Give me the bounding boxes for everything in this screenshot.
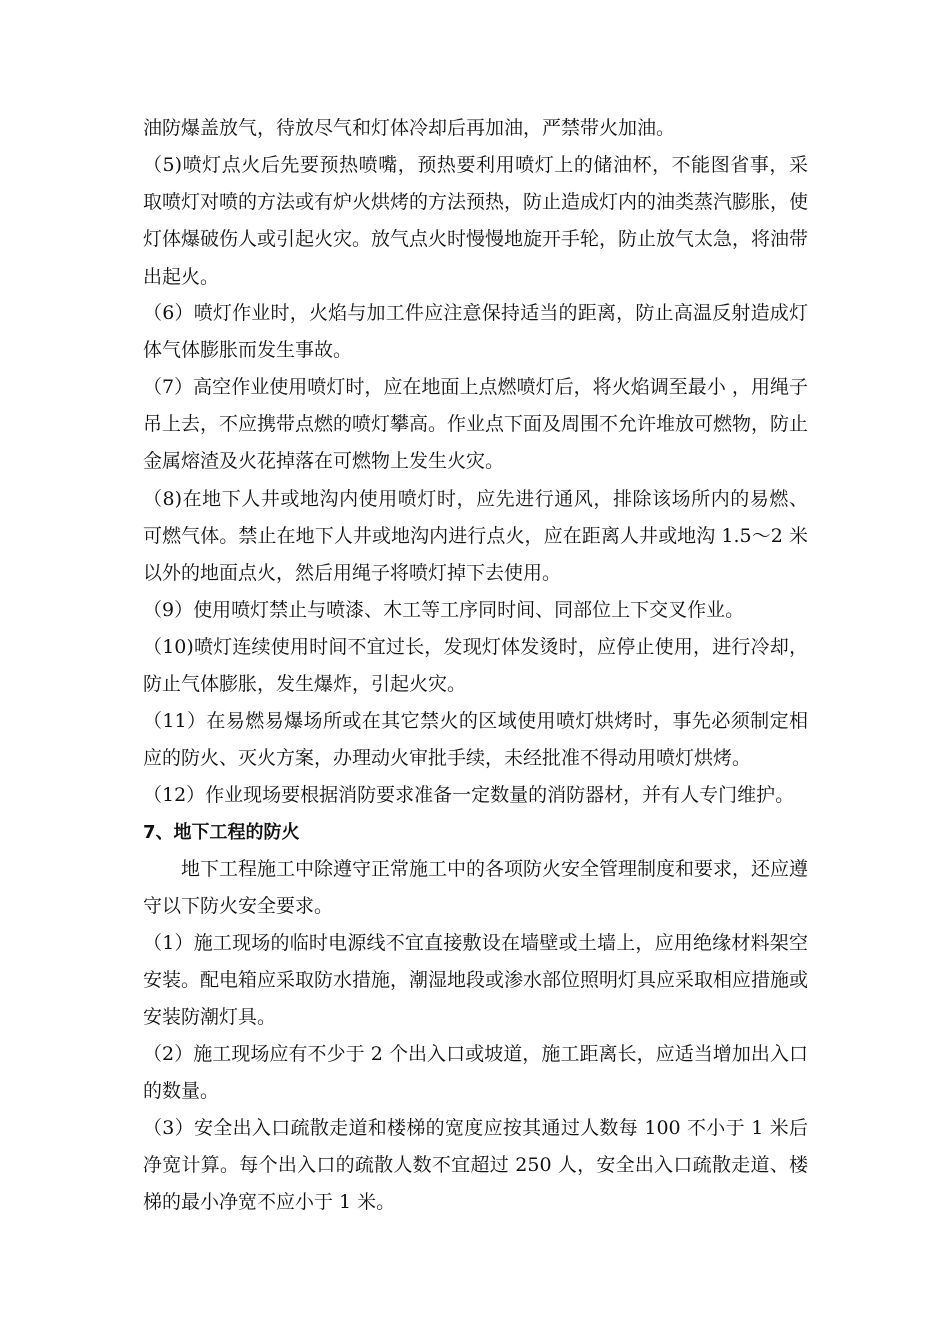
paragraph-item-11: （11）在易燃易爆场所或在其它禁火的区域使用喷灯烘烤时，事先必须制定相应的防火、灭火方案，办理动火审批手续，未经批准不得动用喷灯烘烤。 (143, 710, 808, 770)
paragraph-item-9: （9）使用喷灯禁止与喷漆、木工等工序同时间、同部位上下交叉作业。 (143, 599, 745, 621)
paragraph-underground-2: （2）施工现场应有不少于 2 个出入口或坡道，施工距离长，应适当增加出入口的数量。 (143, 1043, 808, 1103)
paragraph-underground-3: （3）安全出入口疏散走道和楼梯的宽度应按其通过人数每 100 不小于 1 米后净宽计算。每个出入口的疏散人数不宜超过 250 人，安全出入口疏散走道、楼梯的最小净宽不应小于 1 米。 (143, 1117, 808, 1214)
paragraph-item-8: （8)在地下人井或地沟内使用喷灯时，应先进行通风，排除该场所内的易燃、可燃气体。禁止在地下人井或地沟内进行点火，应在距离人井或地沟 1.5～2 米以外的地面点火，然后用绳子将喷灯掉下去使用。 (143, 488, 808, 585)
paragraph-item-10: （10)喷灯连续使用时间不宜过长，发现灯体发烫时，应停止使用，进行冷却，防止气体膨胀，发生爆炸，引起火灾。 (143, 636, 808, 696)
section-heading: 7、地下工程的防火 (143, 822, 300, 843)
paragraph-underground-1: （1）施工现场的临时电源线不宜直接敷设在墙壁或土墙上，应用绝缘材料架空安装。配电箱应采取防水措施，潮湿地段或渗水部位照明灯具应采取相应措施或安装防潮灯具。 (143, 932, 809, 1029)
paragraph-refuel-continuation: 油防爆盖放气，待放尽气和灯体冷却后再加油，严禁带火加油。 (143, 117, 676, 139)
paragraph-item-5: （5)喷灯点火后先要预热喷嘴，预热要利用喷灯上的储油杯，不能图省事，采取喷灯对喷的方法或有炉火烘烤的方法预热，防止造成灯内的油类蒸汽膨胀，使灯体爆破伤人或引起火灾。放气点火时慢慢地旋开手轮，防止放气太急，将油带出起火。 (143, 154, 809, 288)
section-intro-paragraph: 地下工程施工中除遵守正常施工中的各项防火安全管理制度和要求，还应遵守以下防火安全要求。 (143, 858, 809, 918)
paragraph-item-7: （7）高空作业使用喷灯时，应在地面上点燃喷灯后，将火焰调至最小 ，用绳子吊上去，不应携带点燃的喷灯攀高。作业点下面及周围不允许堆放可燃物，防止金属熔渣及火花掉落在可燃物上发生火灾。 (143, 376, 809, 473)
paragraph-item-12: （12）作业现场要根据消防要求准备一定数量的消防器材，并有人专门维护。 (143, 784, 795, 806)
paragraph-item-6: （6）喷灯作业时，火焰与加工件应注意保持适当的距离，防止高温反射造成灯体气体膨胀而发生事故。 (143, 302, 808, 362)
